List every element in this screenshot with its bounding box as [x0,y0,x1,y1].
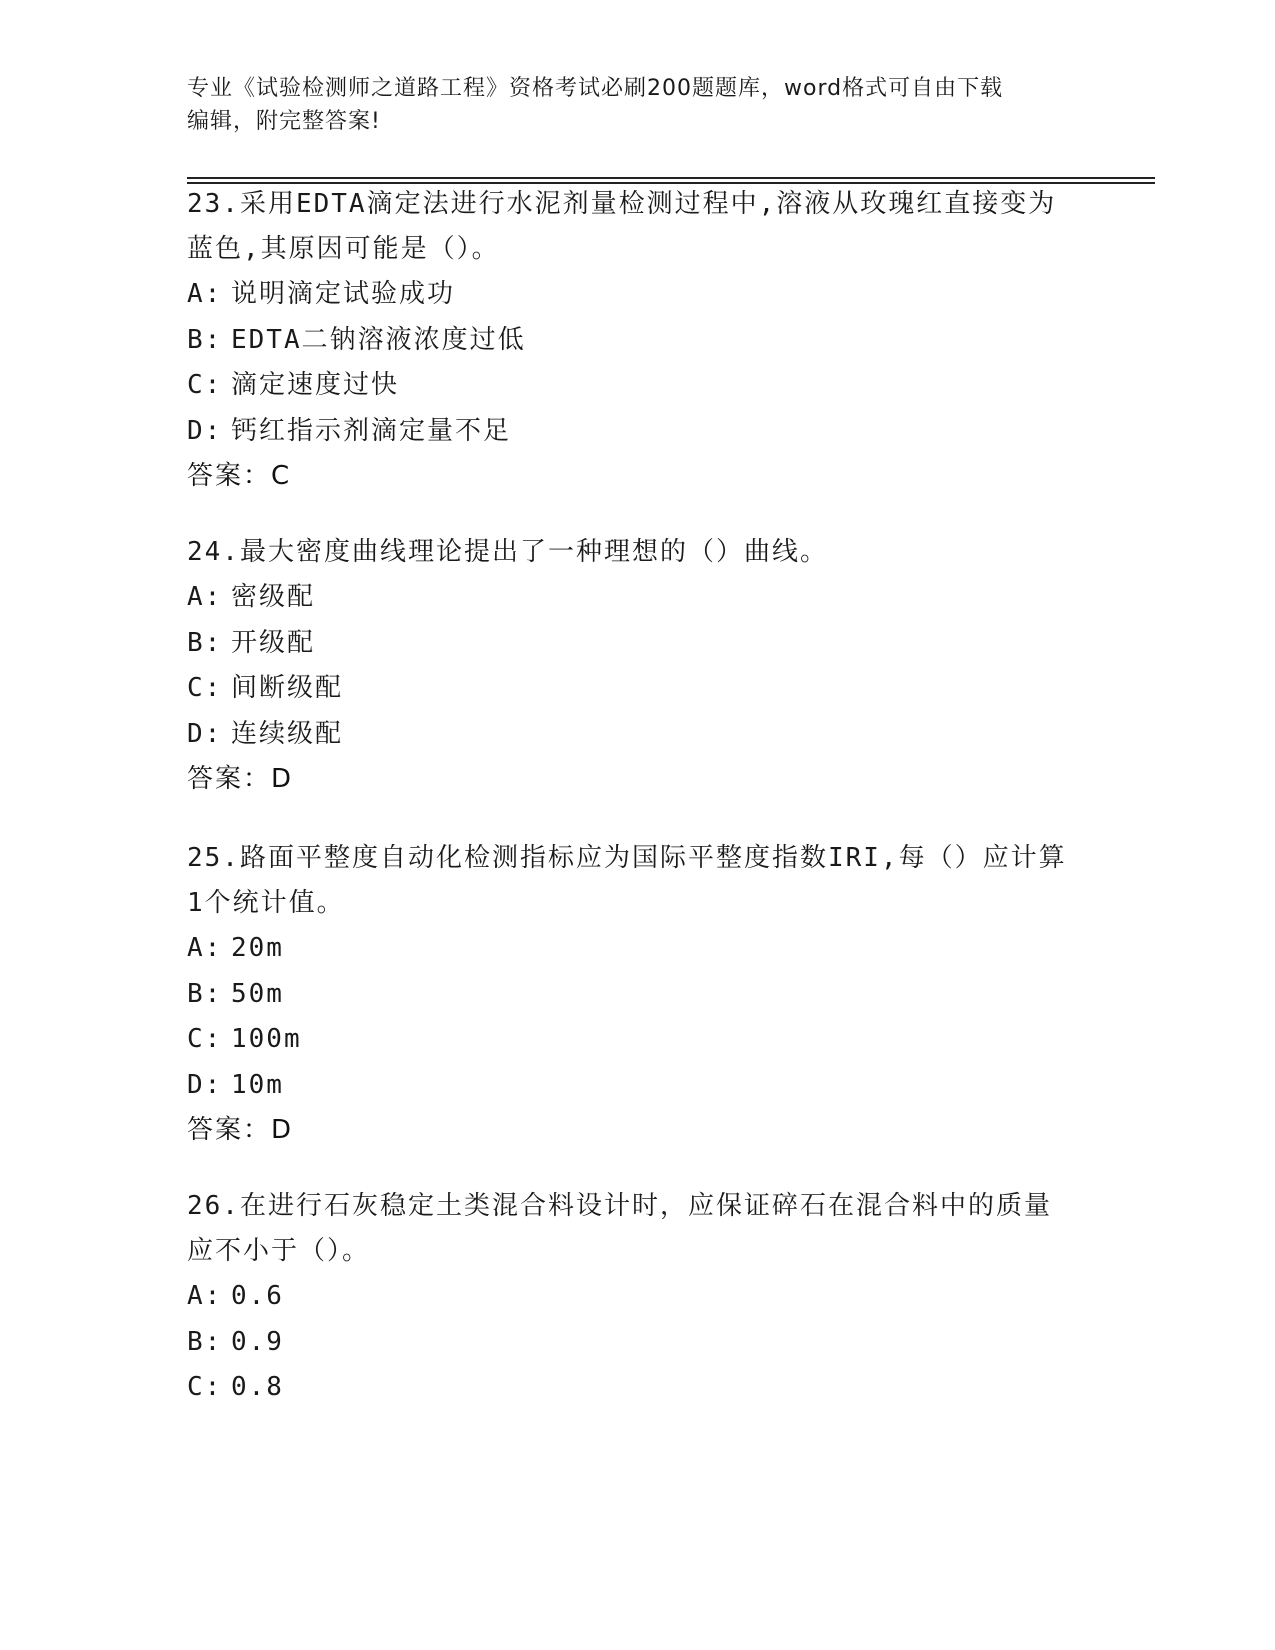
question-stem [187,182,1087,272]
option-text: 说明滴定试验成功 [231,279,456,309]
question-stem [187,530,1087,575]
answer-value: D [271,1115,292,1145]
question-26 [187,1184,1087,1411]
option-d [187,1063,1087,1109]
option-text: 钙红指示剂滴定量不足 [231,415,512,446]
option-a [187,926,1087,972]
question-25 [187,836,1087,1154]
option-key: A: [187,933,223,963]
header-divider-top [187,177,1155,179]
option-text: 50m [231,978,284,1009]
option-text: 连续级配 [231,718,344,749]
option-c [187,666,1087,712]
option-key: A: [187,1281,223,1311]
option-key: D: [187,718,223,749]
answer-label: 答案： [187,1115,272,1145]
option-text: 10m [231,1069,284,1100]
header-line-1: 专业《试验检测师之道路工程》资格考试必刷200题题库，word格式可自由下载 [187,76,1004,101]
option-key: C: [187,1024,223,1054]
option-text: EDTA二钠溶液浓度过低 [231,324,526,355]
question-stem-line: 24.最大密度曲线理论提出了一种理想的（）曲线。 [187,537,828,567]
option-text: 0.8 [231,1372,284,1402]
option-text: 滴定速度过快 [231,370,400,400]
option-b [187,621,1087,667]
option-key: C: [187,673,223,703]
document-header [187,72,1067,138]
question-stem-line: 应不小于（）。 [187,1236,371,1266]
option-b [187,972,1087,1018]
question-stem-line: 25.路面平整度自动化检测指标应为国际平整度指数IRI,每（）应计算 [187,843,1067,873]
question-stem-line: 1个统计值。 [187,888,345,918]
option-key: B: [187,627,223,658]
option-b [187,1320,1087,1366]
option-key: D: [187,1069,223,1100]
option-key: A: [187,582,223,612]
option-key: B: [187,324,223,355]
option-a [187,1274,1087,1320]
answer-value: C [271,461,290,491]
question-stem-line: 26.在进行石灰稳定土类混合料设计时，应保证碎石在混合料中的质量 [187,1191,1052,1221]
option-text: 20m [231,933,284,963]
option-d [187,712,1087,758]
option-key: A: [187,279,223,309]
option-text: 开级配 [231,627,316,658]
question-stem-line: 蓝色,其原因可能是（）。 [187,234,500,264]
answer [187,454,1087,500]
answer-value: D [271,764,292,794]
option-text: 间断级配 [231,673,344,703]
option-key: B: [187,978,223,1009]
option-b [187,318,1087,364]
question-23 [187,182,1087,500]
option-key: B: [187,1326,223,1357]
option-key: C: [187,370,223,400]
option-text: 100m [231,1024,302,1054]
answer-label: 答案： [187,461,272,491]
option-d [187,409,1087,455]
header-line-2: 编辑，附完整答案! [187,109,381,134]
question-24 [187,530,1087,803]
option-c [187,363,1087,409]
option-c [187,1017,1087,1063]
question-stem [187,836,1087,926]
answer-label: 答案： [187,764,272,794]
option-a [187,575,1087,621]
option-key: C: [187,1372,223,1402]
option-text: 0.9 [231,1326,284,1357]
question-stem [187,1184,1087,1274]
option-a [187,272,1087,318]
question-stem-line: 23.采用EDTA滴定法进行水泥剂量检测过程中,溶液从玫瑰红直接变为 [187,189,1057,219]
option-text: 0.6 [231,1281,284,1311]
option-key: D: [187,415,223,446]
answer [187,757,1087,803]
answer [187,1108,1087,1154]
option-c [187,1365,1087,1411]
option-text: 密级配 [231,582,316,612]
